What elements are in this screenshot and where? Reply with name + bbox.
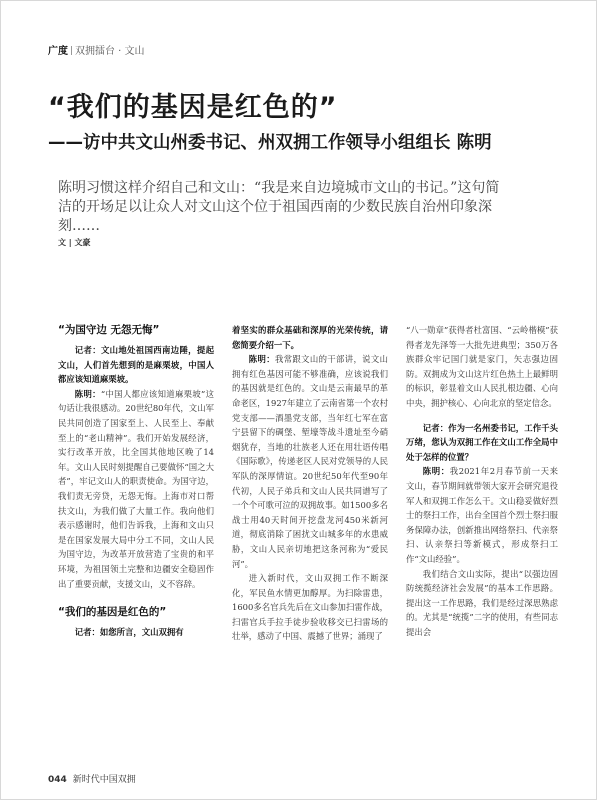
byline: 文 | 文豪 (58, 238, 91, 247)
speaker-label: 陈明： (248, 354, 275, 365)
answer-2 (232, 352, 388, 571)
article-intro: 陈明习惯这样介绍自己和文山：“我是来自边境城市文山的书记。”这句简洁的开场足以让众人对文山这个位于祖国西南的少数民族自治州印象深刻…… (58, 180, 500, 234)
question-1: 记者：文山地处祖国西南边陲，提起文山，人们首先想到的是麻栗坡，中国人都应该知道麻栗坡。 (58, 345, 214, 385)
answer-3: 进入新时代，文山双拥工作不断深化，军民鱼水情更加醇厚。为扫除雷患，1600多名官兵先后在文山参加扫雷作战，扫雷官兵手拉手徒步验收移交已扫雷场的壮举，感动了中国、震撼了世界；涌现了 (232, 573, 388, 642)
section-name: 广度 (48, 46, 68, 57)
question-3: 记者：作为一名州委书记，工作千头万绪，您认为双拥工作在文山工作全局中处于怎样的位置？ (406, 422, 558, 462)
answer-4 (406, 464, 558, 566)
page-number: 044 (48, 775, 67, 785)
question-2-continued: 着坚实的群众基础和深厚的光荣传统，请您简要介绍一下。 (232, 325, 388, 350)
body-column-3 (406, 323, 558, 639)
answer-1-text: “中国人都应该知道麻栗坡”这句话让我很感动。20世纪80年代，文山军民共同创造了国家至上、人民至上、奉献至上的“老山精神”。我们开始发展经济，实行改革开放，比全国其他地区晚了14年。文山人民时刻提醒自己要做怀“国之大者”，牢记文山人的职责使命。为国守边，我们责无旁贷，无怨无悔。上海市对口帮扶文山，为我们做了大量工作。我向他们表示感谢时，他们告诉我，上海和文山只是在国家发展大局中分工不同，文山人民为国守边，为改革开放营造了宝贵的和平环境，为祖国领土完整和边疆安全稳固作出了重要贡献，支援文山，义不容辞。 (58, 388, 215, 589)
answer-5: 我们结合文山实际，提出“以强边固防统揽经济社会发展”的基本工作思路。提出这一工作思路，我们是经过深思熟虑的。尤其是“统揽”二字的使用，有些同志提出会 (406, 568, 558, 637)
speaker-label: 陈明： (422, 466, 450, 477)
paragraph-gap (406, 411, 558, 421)
article-title: “我们的基因是红色的” (48, 92, 338, 123)
page-footer (48, 772, 136, 785)
body-column-1 (58, 323, 214, 640)
body-column-2 (232, 323, 388, 644)
header-divider (71, 46, 72, 55)
answer-2-text: 我常跟文山的干部讲，说文山拥有红色基因可能不够准确，应该说我们的基因就是红色的。文山是云南最早的革命老区，1927年建立了云南省第一个农村党支部——酒墨党支部，当年红七军在富宁县留下的碉堡、堑壕等战斗遗址至今硝烟犹存，当地的壮族老人还在用壮语传唱《国际歌》，传递老区人民对党领导的人民军队的深厚情谊。20世纪50年代至90年代初，人民子弟兵和文山人民共同谱写了一个个可歌可泣的双拥故事。如1500多名战士用40天时间开挖盘龙河450米新河道，彻底消除了困扰文山城多年的水患威胁，文山人民亲切地把这条河称为“爱民河”。 (232, 354, 389, 569)
subheading-red-gene: “我们的基因是红色的” (58, 606, 167, 619)
magazine-name: 新时代中国双拥 (72, 775, 136, 785)
answer-1 (58, 387, 214, 591)
subheading-guard-border: “为国守边 无怨无悔” (58, 324, 160, 336)
article-subtitle: ——访中共文山州委书记、州双拥工作领导小组组长 陈明 (48, 133, 492, 153)
column-name: 双拥擂台 · 文山 (75, 46, 145, 57)
answer-3-continued: “八一勋章”获得者杜富国、“云岭楷模”获得者龙先泽等一大批先进典型；350万各族群众牢记国门就是家门，矢志强边固防。双拥成为文山这片红色热土上最鲜明的标识，彰显着文山人民扎根边疆、心向中央，拥护核心、心向北京的坚定信念。 (406, 325, 558, 408)
answer-4-text: 我2021年2月春节前一天来文山，春节期间就带领大家开会研究退役军人和双拥工作怎么干。文山稳妥做好烈士的祭扫工作，出台全国首个烈士祭扫服务保障办法，创新推出网络祭扫、代亲祭扫、认亲祭扫等新模式，形成祭扫工作“文山经验”。 (406, 466, 558, 564)
speaker-label: 陈明： (74, 388, 101, 399)
section-header (48, 42, 145, 57)
question-2: 记者：如您所言，文山双拥有 (74, 627, 184, 638)
